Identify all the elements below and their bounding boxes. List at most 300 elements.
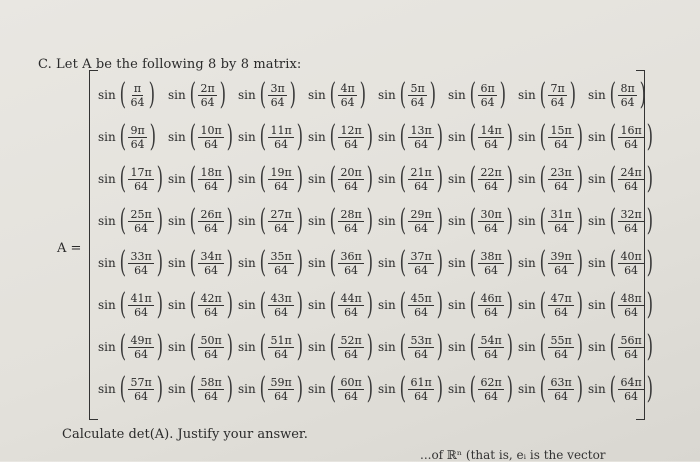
fraction — [128, 166, 153, 193]
matrix-entry — [448, 200, 518, 242]
fraction — [548, 334, 573, 361]
sin-function-label: sin — [98, 172, 116, 186]
fraction — [548, 208, 573, 235]
numerator: 64π — [620, 375, 642, 389]
right-paren: ) — [429, 77, 436, 112]
sin-function-label: sin — [308, 172, 326, 186]
left-paren: ( — [469, 329, 476, 364]
left-paren: ( — [469, 77, 476, 112]
right-paren: ) — [226, 245, 233, 280]
fraction — [338, 82, 356, 109]
fraction — [548, 82, 566, 109]
sin-function-label: sin — [518, 382, 536, 396]
sin-function-label: sin — [238, 214, 256, 228]
numerator: 7π — [550, 81, 565, 95]
fraction — [338, 250, 363, 277]
numerator: 43π — [270, 291, 292, 305]
numerator: 59π — [270, 375, 292, 389]
matrix-entry — [378, 116, 448, 158]
matrix-entry — [308, 242, 378, 284]
sin-function-label: sin — [378, 130, 396, 144]
sin-function-label: sin — [98, 88, 116, 102]
fraction — [198, 292, 223, 319]
fraction — [128, 334, 153, 361]
right-paren: ) — [359, 77, 366, 112]
sin-function-label: sin — [168, 340, 186, 354]
left-paren: ( — [469, 119, 476, 154]
fraction — [618, 250, 643, 277]
sin-function-label: sin — [168, 88, 186, 102]
left-paren: ( — [329, 245, 336, 280]
fraction — [618, 166, 643, 193]
fraction — [618, 208, 643, 235]
fraction — [198, 166, 223, 193]
right-paren: ) — [226, 119, 233, 154]
right-paren: ) — [226, 161, 233, 196]
matrix-entry — [238, 368, 308, 410]
left-paren: ( — [609, 329, 616, 364]
fraction — [548, 376, 573, 403]
sin-function-label: sin — [588, 298, 606, 312]
fraction — [338, 166, 363, 193]
right-paren: ) — [576, 245, 583, 280]
left-paren: ( — [329, 77, 336, 112]
right-paren: ) — [296, 119, 303, 154]
left-paren: ( — [539, 203, 546, 238]
denominator: 64 — [620, 95, 635, 109]
right-paren: ) — [646, 371, 653, 406]
right-paren: ) — [296, 287, 303, 322]
matrix-entry — [518, 326, 588, 368]
sin-function-label: sin — [518, 88, 536, 102]
sin-function-label: sin — [308, 88, 326, 102]
numerator: 39π — [550, 249, 572, 263]
matrix-entry — [98, 158, 168, 200]
left-paren: ( — [399, 287, 406, 322]
left-paren: ( — [119, 77, 126, 112]
left-paren: ( — [119, 119, 126, 154]
numerator: 57π — [130, 375, 152, 389]
denominator: 64 — [344, 347, 359, 361]
fraction — [618, 82, 636, 109]
right-paren: ) — [296, 161, 303, 196]
left-paren: ( — [539, 119, 546, 154]
denominator: 64 — [344, 305, 359, 319]
right-paren: ) — [436, 245, 443, 280]
matrix-entry — [518, 158, 588, 200]
numerator: 10π — [200, 123, 222, 137]
denominator: 64 — [624, 137, 639, 151]
right-paren: ) — [576, 203, 583, 238]
denominator: 64 — [414, 263, 429, 277]
denominator: 64 — [484, 347, 499, 361]
denominator: 64 — [554, 389, 569, 403]
left-paren: ( — [539, 245, 546, 280]
numerator: 31π — [550, 207, 572, 221]
left-paren: ( — [469, 371, 476, 406]
fraction — [618, 376, 643, 403]
numerator: 49π — [130, 333, 152, 347]
numerator: 8π — [620, 81, 635, 95]
right-paren: ) — [436, 119, 443, 154]
denominator: 64 — [204, 179, 219, 193]
right-paren: ) — [296, 371, 303, 406]
sin-function-label: sin — [378, 298, 396, 312]
numerator: 18π — [200, 165, 222, 179]
fraction — [478, 82, 496, 109]
matrix-entry — [308, 284, 378, 326]
left-paren: ( — [259, 287, 266, 322]
left-paren: ( — [119, 203, 126, 238]
numerator: 28π — [340, 207, 362, 221]
sin-function-label: sin — [518, 214, 536, 228]
numerator: 61π — [410, 375, 432, 389]
fraction — [128, 292, 153, 319]
left-paren: ( — [189, 371, 196, 406]
right-paren: ) — [646, 287, 653, 322]
sin-function-label: sin — [98, 214, 116, 228]
fraction — [548, 166, 573, 193]
numerator: 11π — [270, 123, 292, 137]
right-paren: ) — [366, 203, 373, 238]
right-paren: ) — [576, 161, 583, 196]
right-paren: ) — [436, 287, 443, 322]
sin-function-label: sin — [448, 172, 466, 186]
sin-function-label: sin — [518, 256, 536, 270]
matrix-entry — [378, 74, 448, 116]
left-paren: ( — [609, 203, 616, 238]
numerator: 62π — [480, 375, 502, 389]
denominator: 64 — [204, 305, 219, 319]
numerator: 58π — [200, 375, 222, 389]
left-paren: ( — [259, 329, 266, 364]
matrix-entry — [98, 116, 168, 158]
right-paren: ) — [296, 329, 303, 364]
matrix-entry — [518, 368, 588, 410]
matrix-entry — [308, 74, 378, 116]
fraction — [338, 208, 363, 235]
left-paren: ( — [189, 203, 196, 238]
left-paren: ( — [119, 287, 126, 322]
numerator: 29π — [410, 207, 432, 221]
right-paren: ) — [226, 287, 233, 322]
fraction — [548, 250, 573, 277]
sin-function-label: sin — [238, 340, 256, 354]
fraction — [478, 208, 503, 235]
fraction — [268, 250, 293, 277]
fraction — [408, 334, 433, 361]
denominator: 64 — [134, 347, 149, 361]
right-paren: ) — [576, 371, 583, 406]
fraction — [268, 166, 293, 193]
matrix-entry — [378, 368, 448, 410]
right-paren: ) — [219, 77, 226, 112]
matrix-entry — [308, 200, 378, 242]
fraction — [268, 208, 293, 235]
right-paren: ) — [289, 77, 296, 112]
right-paren: ) — [576, 329, 583, 364]
denominator: 64 — [624, 263, 639, 277]
left-paren: ( — [259, 245, 266, 280]
sin-function-label: sin — [168, 130, 186, 144]
denominator: 64 — [134, 221, 149, 235]
sin-function-label: sin — [378, 88, 396, 102]
matrix-entry — [448, 326, 518, 368]
matrix-entry — [518, 284, 588, 326]
denominator: 64 — [480, 95, 495, 109]
right-paren: ) — [156, 203, 163, 238]
denominator: 64 — [414, 221, 429, 235]
denominator: 64 — [624, 179, 639, 193]
numerator: 23π — [550, 165, 572, 179]
numerator: 56π — [620, 333, 642, 347]
right-paren: ) — [506, 329, 513, 364]
sin-function-label: sin — [308, 130, 326, 144]
left-paren: ( — [119, 161, 126, 196]
sin-function-label: sin — [588, 172, 606, 186]
sin-function-label: sin — [308, 214, 326, 228]
left-paren: ( — [329, 203, 336, 238]
sin-function-label: sin — [98, 382, 116, 396]
left-paren: ( — [399, 119, 406, 154]
matrix-entry — [378, 284, 448, 326]
matrix-entry — [378, 158, 448, 200]
sin-function-label: sin — [238, 172, 256, 186]
left-paren: ( — [119, 371, 126, 406]
matrix-entry — [308, 116, 378, 158]
numerator: 33π — [130, 249, 152, 263]
numerator: 4π — [340, 81, 355, 95]
denominator: 64 — [554, 305, 569, 319]
denominator: 64 — [204, 221, 219, 235]
matrix-entry — [238, 284, 308, 326]
right-paren: ) — [639, 77, 646, 112]
matrix-entry — [238, 200, 308, 242]
sin-function-label: sin — [518, 130, 536, 144]
left-paren: ( — [119, 329, 126, 364]
fraction — [128, 376, 153, 403]
fraction — [198, 208, 223, 235]
denominator: 64 — [344, 179, 359, 193]
numerator: 16π — [620, 123, 642, 137]
right-paren: ) — [156, 245, 163, 280]
denominator: 64 — [130, 137, 145, 151]
matrix-entry — [168, 200, 238, 242]
numerator: 40π — [620, 249, 642, 263]
denominator: 64 — [274, 221, 289, 235]
matrix-label: A = — [57, 241, 82, 256]
fraction — [478, 166, 503, 193]
sin-function-label: sin — [168, 298, 186, 312]
left-paren: ( — [539, 329, 546, 364]
right-paren: ) — [149, 119, 156, 154]
numerator: 27π — [270, 207, 292, 221]
denominator: 64 — [344, 137, 359, 151]
matrix-entry — [518, 74, 588, 116]
left-paren: ( — [329, 371, 336, 406]
sin-function-label: sin — [448, 340, 466, 354]
sin-function-label: sin — [238, 256, 256, 270]
denominator: 64 — [274, 179, 289, 193]
left-paren: ( — [399, 245, 406, 280]
right-paren: ) — [436, 203, 443, 238]
matrix-entry — [448, 74, 518, 116]
matrix-entry — [168, 74, 238, 116]
denominator: 64 — [130, 95, 145, 109]
matrix-entry — [238, 326, 308, 368]
denominator: 64 — [550, 95, 565, 109]
fraction — [338, 376, 363, 403]
cut-off-text: ...of ℝⁿ (that is, eᵢ is the vector — [420, 448, 606, 462]
left-paren: ( — [609, 119, 616, 154]
denominator: 64 — [624, 221, 639, 235]
numerator: 3π — [270, 81, 285, 95]
question-text: Calculate det(A). Justify your answer. — [62, 427, 308, 442]
matrix-entry — [588, 242, 658, 284]
right-paren: ) — [156, 287, 163, 322]
denominator: 64 — [414, 389, 429, 403]
left-paren: ( — [469, 203, 476, 238]
sin-function-label: sin — [98, 340, 116, 354]
fraction — [548, 124, 573, 151]
right-paren: ) — [156, 329, 163, 364]
denominator: 64 — [554, 347, 569, 361]
sin-function-label: sin — [98, 256, 116, 270]
sin-function-label: sin — [588, 256, 606, 270]
sin-function-label: sin — [518, 172, 536, 186]
denominator: 64 — [414, 179, 429, 193]
denominator: 64 — [484, 263, 499, 277]
fraction — [478, 292, 503, 319]
denominator: 64 — [484, 221, 499, 235]
denominator: 64 — [204, 347, 219, 361]
right-paren: ) — [646, 329, 653, 364]
left-paren: ( — [399, 329, 406, 364]
sin-function-label: sin — [308, 382, 326, 396]
sin-function-label: sin — [448, 214, 466, 228]
sin-function-label: sin — [238, 130, 256, 144]
sin-function-label: sin — [378, 172, 396, 186]
denominator: 64 — [200, 95, 215, 109]
left-paren: ( — [189, 287, 196, 322]
matrix-entry — [308, 158, 378, 200]
problem-heading: C. Let A be the following 8 by 8 matrix: — [38, 57, 302, 72]
fraction — [478, 376, 503, 403]
fraction — [268, 124, 293, 151]
denominator: 64 — [274, 389, 289, 403]
matrix-entry — [518, 116, 588, 158]
fraction — [268, 82, 286, 109]
denominator: 64 — [414, 347, 429, 361]
sin-function-label: sin — [238, 382, 256, 396]
denominator: 64 — [554, 179, 569, 193]
right-paren: ) — [506, 245, 513, 280]
matrix-entry — [448, 116, 518, 158]
sin-function-label: sin — [168, 382, 186, 396]
fraction — [408, 124, 433, 151]
right-paren: ) — [366, 287, 373, 322]
denominator: 64 — [484, 389, 499, 403]
numerator: 51π — [270, 333, 292, 347]
numerator: 14π — [480, 123, 502, 137]
numerator: 60π — [340, 375, 362, 389]
fraction — [128, 124, 146, 151]
sin-function-label: sin — [378, 256, 396, 270]
sin-function-label: sin — [518, 298, 536, 312]
numerator: 46π — [480, 291, 502, 305]
numerator: 2π — [200, 81, 215, 95]
left-paren: ( — [609, 161, 616, 196]
right-paren: ) — [436, 371, 443, 406]
fraction — [268, 376, 293, 403]
matrix-entry — [378, 200, 448, 242]
left-paren: ( — [189, 77, 196, 112]
right-paren: ) — [156, 371, 163, 406]
numerator: 32π — [620, 207, 642, 221]
left-bracket — [89, 70, 98, 420]
right-paren: ) — [226, 371, 233, 406]
numerator: 47π — [550, 291, 572, 305]
left-paren: ( — [399, 161, 406, 196]
matrix-entry — [168, 242, 238, 284]
right-paren: ) — [296, 245, 303, 280]
left-paren: ( — [539, 77, 546, 112]
denominator: 64 — [274, 347, 289, 361]
sin-function-label: sin — [448, 130, 466, 144]
matrix-entry — [518, 200, 588, 242]
numerator: 17π — [130, 165, 152, 179]
numerator: 30π — [480, 207, 502, 221]
denominator: 64 — [274, 137, 289, 151]
right-paren: ) — [499, 77, 506, 112]
sin-function-label: sin — [448, 256, 466, 270]
sin-function-label: sin — [168, 256, 186, 270]
numerator: 24π — [620, 165, 642, 179]
sin-function-label: sin — [378, 214, 396, 228]
matrix-entry — [168, 368, 238, 410]
numerator: 45π — [410, 291, 432, 305]
sin-function-label: sin — [238, 88, 256, 102]
matrix-entry — [588, 326, 658, 368]
sin-function-label: sin — [448, 382, 466, 396]
left-paren: ( — [189, 119, 196, 154]
left-paren: ( — [609, 245, 616, 280]
left-paren: ( — [329, 161, 336, 196]
right-paren: ) — [506, 161, 513, 196]
right-paren: ) — [646, 119, 653, 154]
fraction — [128, 208, 153, 235]
matrix-entry — [448, 242, 518, 284]
numerator: 38π — [480, 249, 502, 263]
denominator: 64 — [414, 305, 429, 319]
left-paren: ( — [189, 161, 196, 196]
left-paren: ( — [399, 203, 406, 238]
left-paren: ( — [259, 119, 266, 154]
sin-function-label: sin — [378, 382, 396, 396]
matrix-entry — [168, 284, 238, 326]
denominator: 64 — [624, 389, 639, 403]
sin-function-label: sin — [308, 340, 326, 354]
sin-function-label: sin — [238, 298, 256, 312]
left-paren: ( — [609, 287, 616, 322]
denominator: 64 — [344, 221, 359, 235]
sin-function-label: sin — [378, 340, 396, 354]
numerator: 42π — [200, 291, 222, 305]
right-paren: ) — [576, 287, 583, 322]
numerator: 35π — [270, 249, 292, 263]
numerator: 6π — [480, 81, 495, 95]
numerator: 25π — [130, 207, 152, 221]
